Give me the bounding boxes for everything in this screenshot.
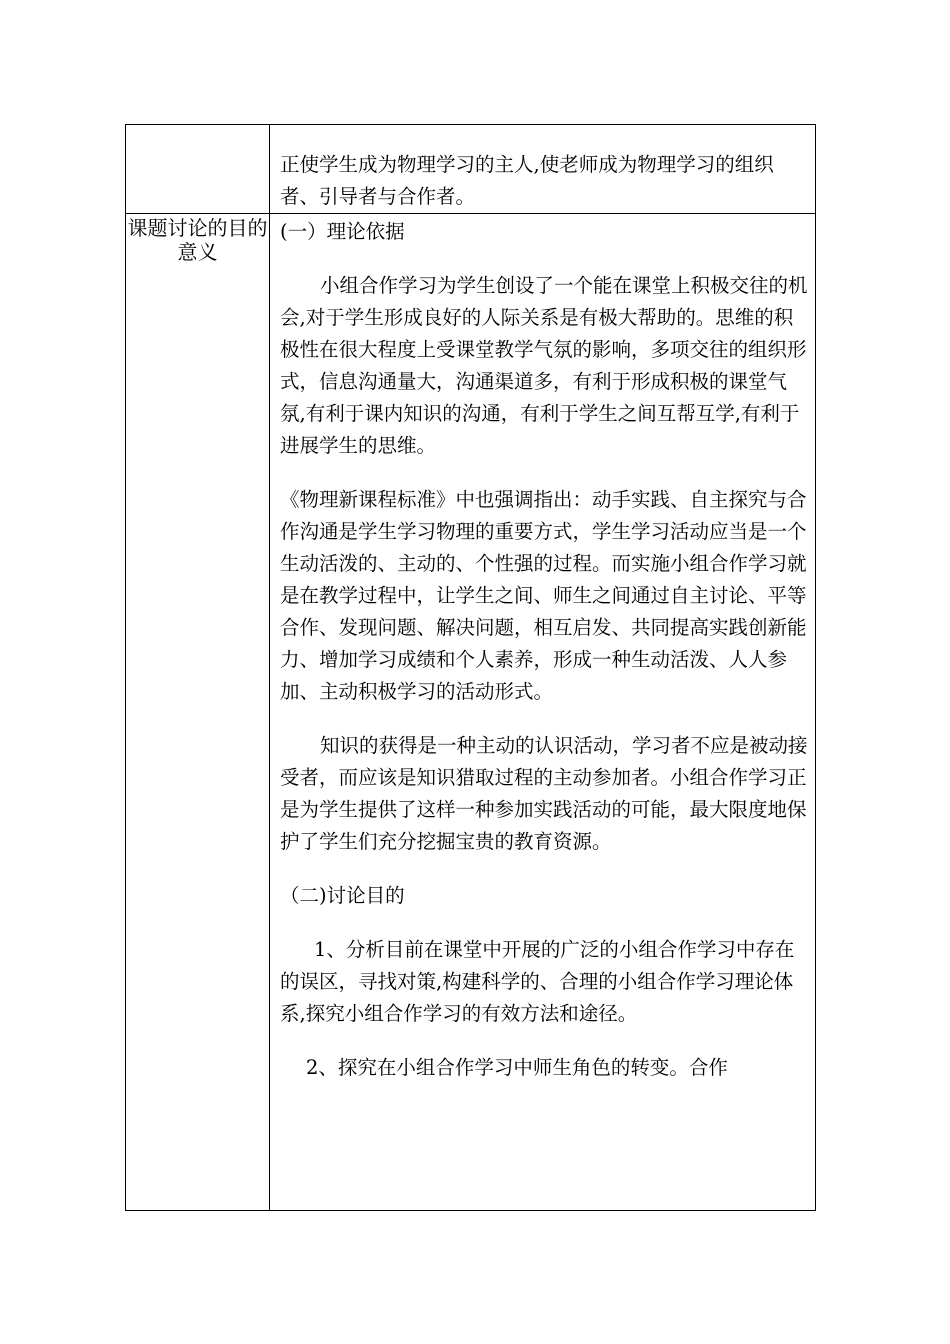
table-row <box>126 125 816 214</box>
paragraph: 正使学生成为物理学习的主人,使老师成为物理学习的组织者、引导者与合作者。 <box>280 153 774 208</box>
row-label-cell <box>126 214 270 1211</box>
paragraph: 小组合作学习为学生创设了一个能在课堂上积极交往的机会,对于学生形成良好的人际关系是有极大帮助的。思维的积极性在很大程度上受课堂教学气氛的影响，多项交往的组织形式，信息沟通量大，沟通渠道多，有利于形成积极的课堂气氛,有利于课内知识的沟通，有利于学生之间互帮互学,有利于进展学生的思维。 <box>280 274 808 457</box>
row-label: 课题讨论的目的意义 <box>127 216 268 264</box>
section-heading: (一）理论依据 <box>280 220 405 243</box>
paragraph: 《物理新课程标准》中也强调指出：动手实践、自主探究与合作沟通是学生学习物理的重要方式，学生学习活动应当是一个生动活泼的、主动的、个性强的过程。而实施小组合作学习就是在教学过程中，让学生之间、师生之间通过自主讨论、平等合作、发现问题、解决问题，相互启发、共同提高实践创新能力、增加学习成绩和个人素养，形成一种生动活泼、人人参加、主动积极学习的活动形式。 <box>280 488 807 703</box>
row-label <box>126 125 269 127</box>
table-row <box>126 214 816 1211</box>
section-heading: （二)讨论目的 <box>280 884 405 907</box>
paragraph: 知识的获得是一种主动的认识活动，学习者不应是被动接受者，而应该是知识猎取过程的主动参加者。小组合作学习正是为学生提供了这样一种参加实践活动的可能，最大限度地保护了学生们充分挖掘宝贵的教育资源。 <box>280 734 808 853</box>
row-label-cell <box>126 125 270 214</box>
row-content-cell <box>270 125 816 214</box>
row-content-cell <box>270 214 816 1211</box>
list-item: 1、分析目前在课堂中开展的广泛的小组合作学习中存在的误区，寻找对策,构建科学的、合理的小组合作学习理论体系,探究小组合作学习的有效方法和途径。 <box>280 938 795 1025</box>
research-table <box>125 124 816 1211</box>
list-item: 2、探究在小组合作学习中师生角色的转变。合作 <box>306 1056 728 1079</box>
